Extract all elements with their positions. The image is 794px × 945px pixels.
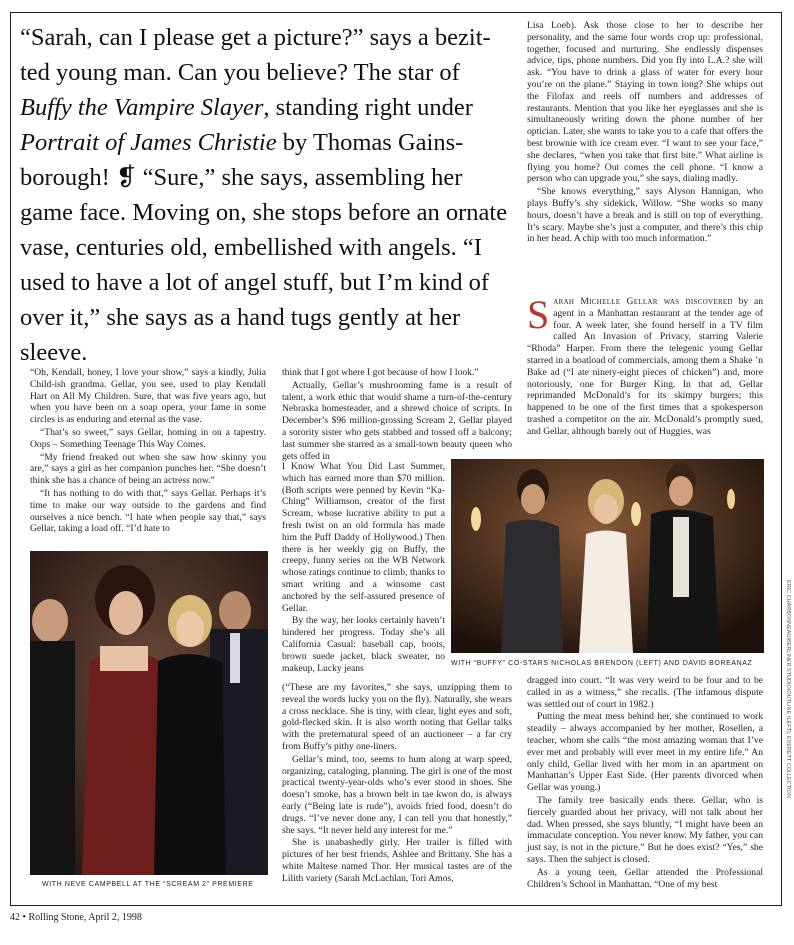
column-3-bottom xyxy=(527,675,763,891)
buffy-costars-photo-art xyxy=(451,459,764,653)
buffy-costars-photo xyxy=(451,459,764,653)
paragraph: The family tree basically ends there. Gellar, who is fiercely guarded about her privacy, will not talk about her dad. When pressed, she says bluntly, “I might have been an immaculate conception. You never know. My father, you can just say, is not in the picture.” But he does exist? “Yes,” she says. Then the subject is closed. xyxy=(527,794,763,865)
paragraph: “Oh, Kendall, honey, I love your show,” says a kindly, Julia Child-ish grandma. Gellar, you see, used to play Kendall Hart on All My Children. Sure, that was five years ago, but when you have been on a soap opera, your fame in some circles is as enduring and eternal as the vase. xyxy=(30,367,266,426)
column-1-text xyxy=(30,367,266,536)
paragraph: “That’s so sweet,” says Gellar, homing in on a tapestry. Oops – Something Teenage This Way Comes. xyxy=(30,426,266,450)
column-3-top xyxy=(527,20,763,246)
pull-quote: “Sarah, can I please get a picture?” says a bezit-ted young man. Can you believe? The star of Buffy the Vampire Slayer, standing right under Portrait of James Christie by Thomas Gains-borough! ❡ “Sure,” she says, assembling her game face. Moving on, she stops before an ornate vase, centuries old, embellished with angels. “I used to have a lot of angel stuff, but I’m kind of over it,” she says as a hand tugs gently at her sleeve. xyxy=(20,24,508,366)
paragraph: (“These are my favorites,” she says, unzipping them to reveal the words lucky you on the fly). Naturally, she wears a cross necklace. She is tiny, with clear, light eyes and soft, gold-flecked skin. It is also worth noting that Gellar talks with the preternatural speed of an auctioneer – a far cry from Buffy’s pithy one-liners. xyxy=(282,682,512,752)
paragraph: think that I got where I got because of how I look.” xyxy=(282,367,479,378)
premiere-photo-art xyxy=(30,551,268,875)
paragraph: “My friend freaked out when she saw how skinny you are,” says a girl as her companion punches her. “She doesn’t think she has a chance of being an actress now.” xyxy=(30,451,266,487)
photo-credit: ERIC CHARBONNEAU/BERLINER STUDIO/OUTLINE (LEFT); EVERETT COLLECTION xyxy=(785,580,791,798)
drop-cap: S xyxy=(527,292,550,337)
paragraph: dragged into court. “It was very weird to be four and to be called in as a witness,” she recalls. (The infamous dispute was settled out of court in 1982.) xyxy=(527,675,763,710)
column-3-section xyxy=(527,292,763,439)
column-2-top xyxy=(282,367,512,463)
paragraph: Lisa Loeb). Ask those close to her to describe her personality, and the same four words crop up: professional, together, focused and nurturing. She endlessly dispenses advice, tips, phone numbers. Did you fly into L.A.? she will ask. “You have to drink a glass of water for every hour you’re on the plane.” Staying in town long? She whips out the Filofax and reels off numbers and addresses of restaurants. Mention that you like her eyeglasses and she is simultaneously writing down the phone number of her optician. Later, she wants to take you to a cafe that offers the best brownie with ice cream ever. “I want to see your face,” she declares, “when you take that first bite.” What airline is flying you home? Out comes the cell phone. “I know a person who can upgrade you,” she says, dialing madly. xyxy=(527,20,763,185)
paragraph: “It has nothing to do with that,” says Gellar. Perhaps it’s time to make our way outside to the gardens and find ourselves a nice bench. “I hate when people say that,” says Gellar, taking a load off. “I’d hate to xyxy=(30,487,266,535)
paragraph: Putting the meat mess behind her, she continued to work steadily – always accompanied by her mother, Rosellen, a teacher, whom she calls “the most amazing woman that I’ve ever met and probably will ever meet in my entire life.” An only child, Gellar lived with her mom in an apartment on Manhattan’s Upper East Side. (Her parents divorced when Gellar was young.) xyxy=(527,711,763,794)
paragraph: By the way, her looks certainly haven’t hindered her progress. Today she’s all California Casual: baseball cap, boots, brown suede jacket, black sweater, no makeup, Lucky jeans xyxy=(282,615,445,674)
paragraph: Actually, Gellar’s mushrooming fame is a result of talent, a work ethic that would shame a turn-of-the-century Nebraska homesteader, and a shrewd choice of scripts. In December’s $96 million-grossing Scream 2, Gellar played a sorority sister who gets stabbed and tossed off a balcony; last summer she starred as a small-town beauty queen who gets offed in xyxy=(282,379,512,462)
section-paragraph: Sarah Michelle Gellar was discovered by an agent in a Manhattan restaurant at the tender age of four. A week later, she found herself in a TV film called An Invasion of Privacy, starring Valerie “Rhoda” Harper. From there the telegenic young Gellar starred in a boatload of commercials, among them a Shake ’n Bake ad (“I ate ninety-eight pieces of chicken”) and, more notoriously, one for Burger King. In that ad, Gellar reprimanded McDonald’s for its skimpy burgers; this happened to be one of the first times that a spokesperson trashed a competitor on the air. McDonald’s promptly sued, and Gellar, although barely out of Huggies, was xyxy=(527,292,763,437)
paragraph: She is unabashedly girly. Her trailer is filled with pictures of her best friends, Ashlee and Brittany. She has a white Maltese named Thor. Her musical tastes are of the Lilith variety (Sarah McLachlan, Tori Amos, xyxy=(282,837,512,884)
paragraph: Gellar’s mind, too, seems to hum along at warp speed, organizing, cataloging, planning. The girl is one of the most practical twenty-year-olds who’s ever stood in shoes. She doesn’t smoke, has a brown belt in tae kwon do, is always early (“Being late is rude”), avoids fried food, doesn’t do drugs. “I’ve never done any, I can tell you that honestly,” she says. “It never held any interest for me.” xyxy=(282,753,512,836)
caption-right: WITH “BUFFY” CO-STARS NICHOLAS BRENDON (LEFT) AND DAVID BOREANAZ xyxy=(451,660,753,667)
paragraph: “She knows everything,” says Alyson Hannigan, who plays Buffy’s shy sidekick, Willow. “She works so many hours, doesn’t have a break and is still on top of everything. It’s scary. Maybe she’s just a computer, and there’s this chip in her head. A chip with too much information.” xyxy=(527,186,763,245)
caption-left: WITH NEVE CAMPBELL AT THE “SCREAM 2” PREMIERE xyxy=(42,881,254,888)
paragraph: I Know What You Did Last Summer, which has earned more than $70 million. (Both scripts were penned by Kevin “Ka-Ching” Williamson, creator of the first Scream, whose lucrative ability to put a fresh twist on an old formula has made him the Puff Daddy of Hollywood.) Then there is her weekly gig on Buffy, the creepy, funny series on the WB Network whose ratings continue to climb, thanks to smart writing and a winsome cast anchored by the self-assured presence of Gellar. xyxy=(282,461,445,614)
paragraph: As a young teen, Gellar attended the Professional Children’s School in Manhattan. “One of my best xyxy=(527,866,763,890)
premiere-photo xyxy=(30,551,268,875)
column-2-bottom xyxy=(282,682,512,886)
column-2-narrow xyxy=(282,461,445,675)
page-footer: 42 • Rolling Stone, April 2, 1998 xyxy=(10,912,142,923)
